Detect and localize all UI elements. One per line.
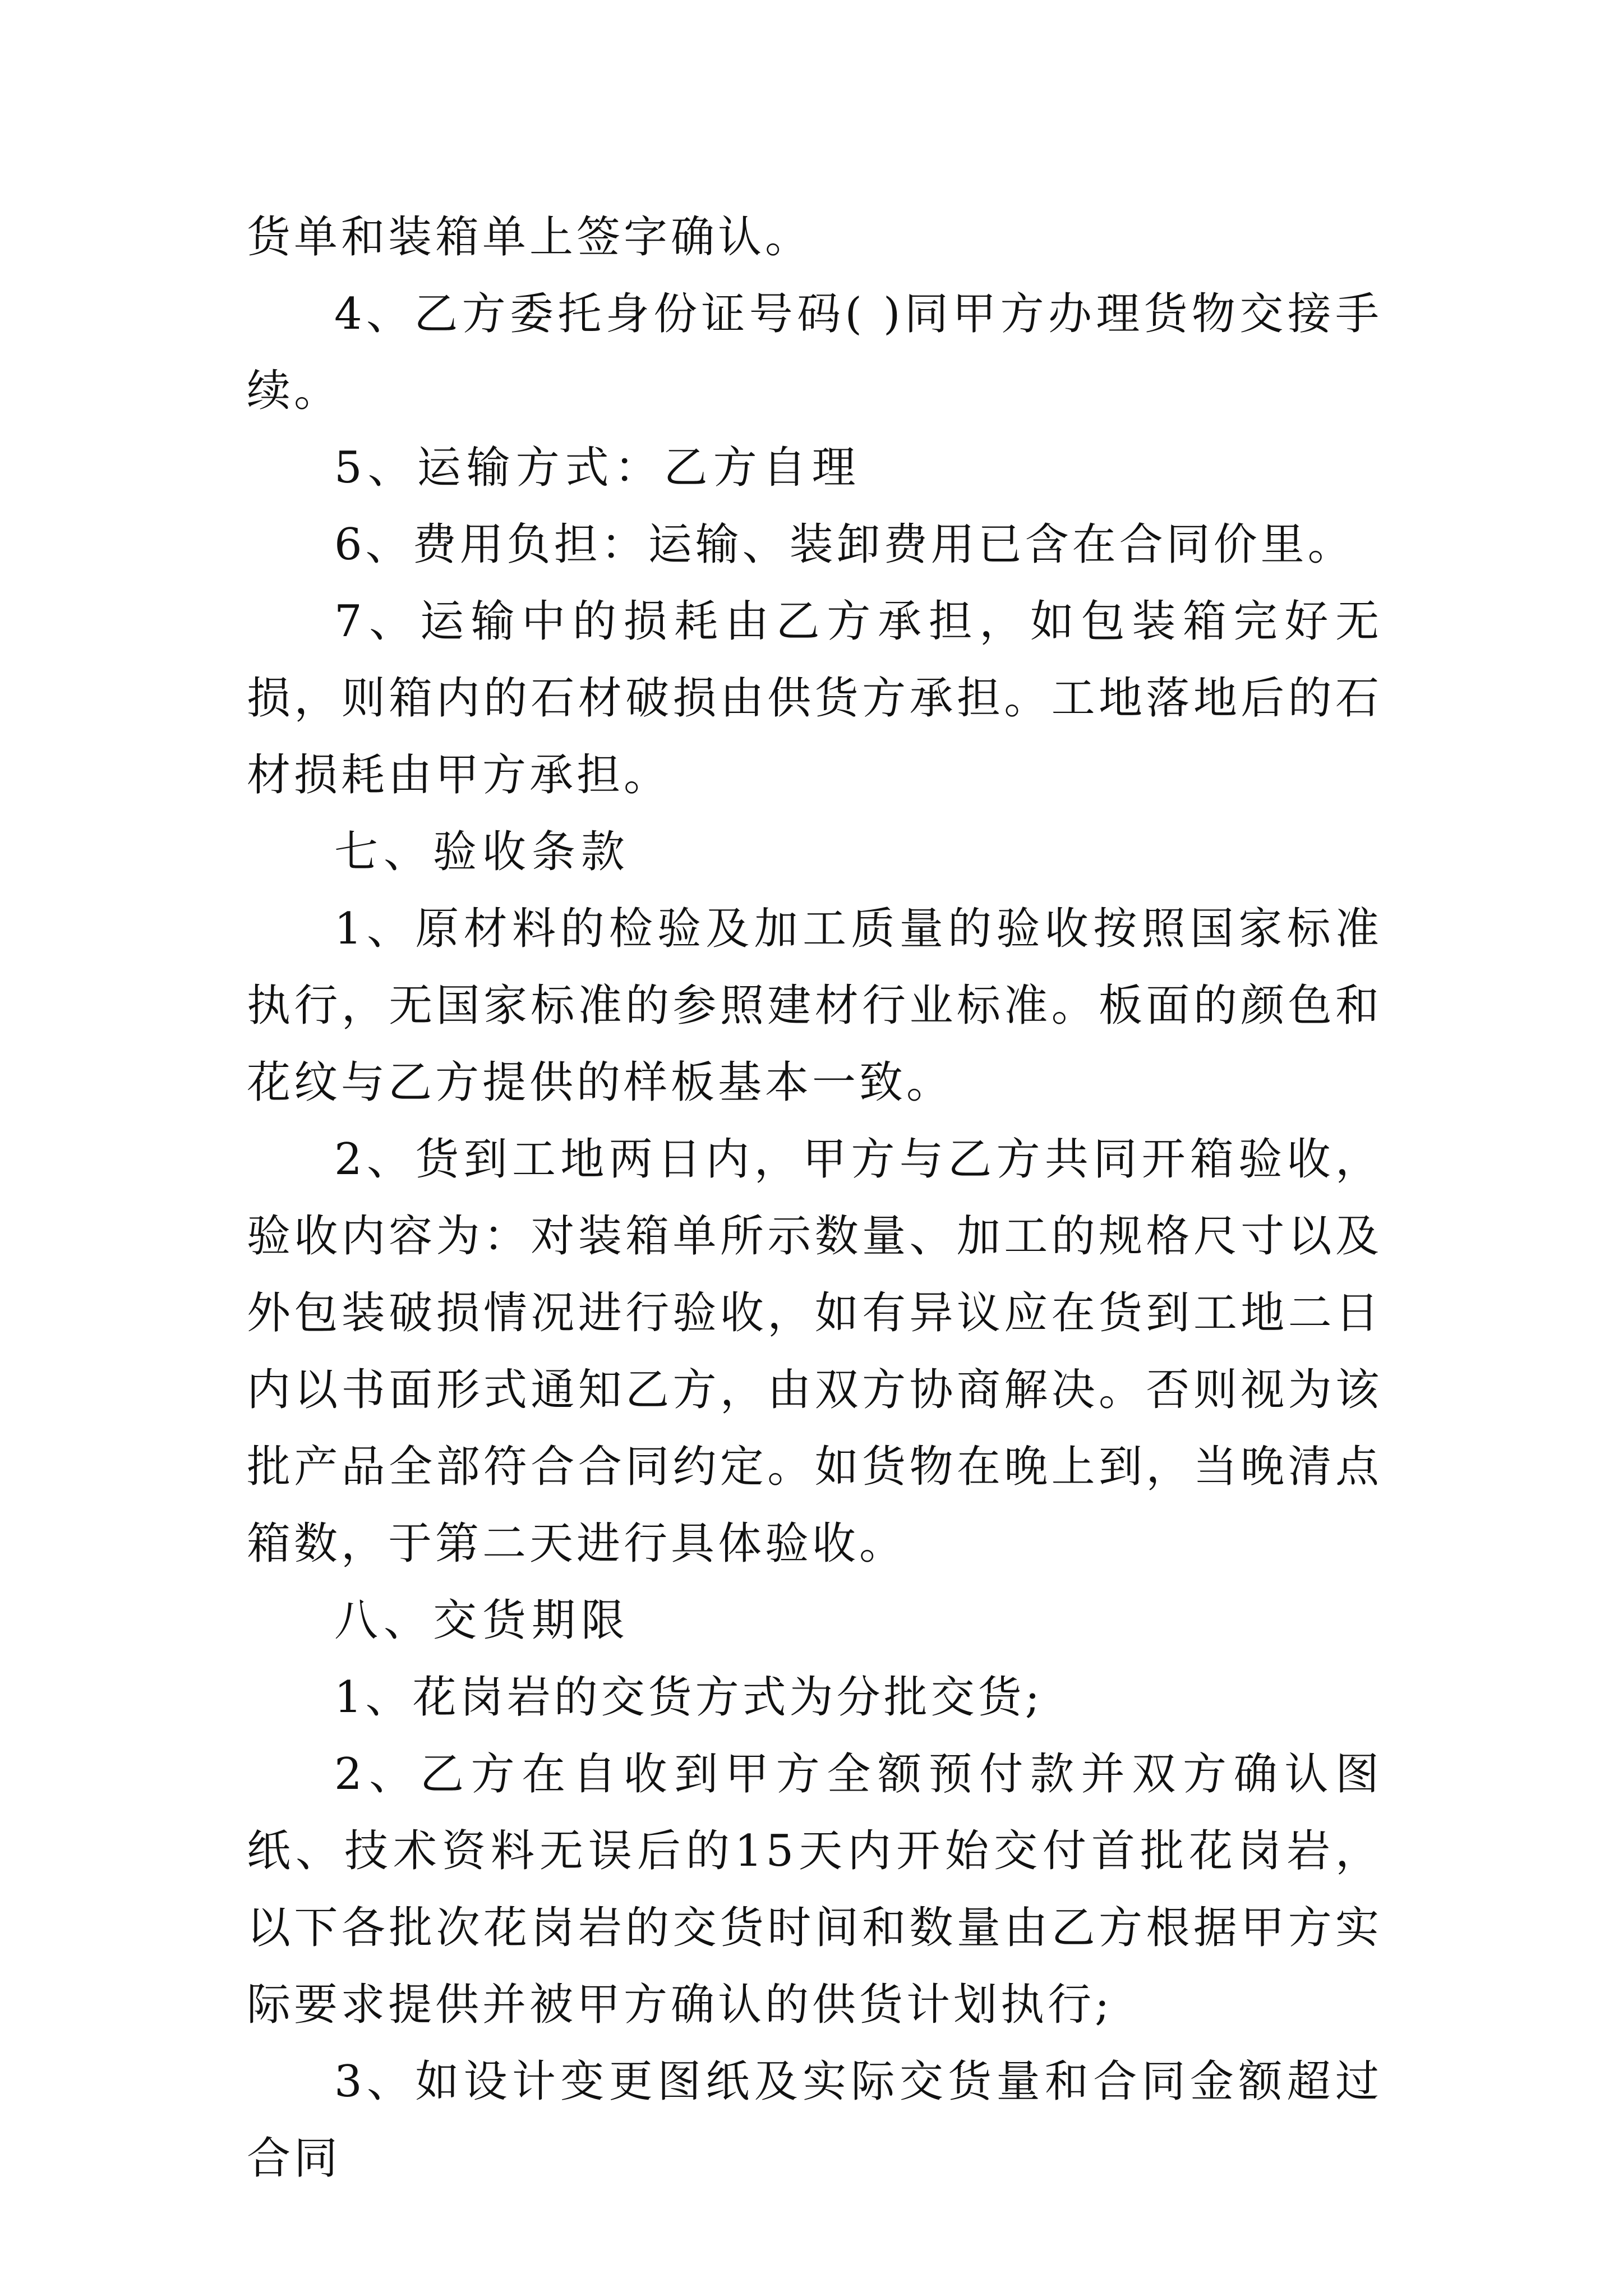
paragraph-delivery-2: 2、乙方在自收到甲方全额预付款并双方确认图纸、技术资料无误后的15天内开始交付首批花岗岩，以下各批次花岗岩的交货时间和数量由乙方根据甲方实际要求提供并被甲方确认的供货计划执行; (247, 1749, 1382, 2030)
paragraph-item-5-transport: 5、运输方式：乙方自理 (334, 443, 861, 493)
section-heading-delivery: 八、交货期限 (334, 1595, 631, 1646)
paragraph-acceptance-1: 1、原材料的检验及加工质量的验收按照国家标准执行，无国家标准的参照建材行业标准。板面的颜色和花纹与乙方提供的样板基本一致。 (247, 904, 1382, 1108)
paragraph-item-6-costs: 6、费用负担：运输、装卸费用已含在合同价里。 (334, 519, 1355, 570)
paragraph-item-7-loss: 7、运输中的损耗由乙方承担，如包装箱完好无损，则箱内的石材破损由供货方承担。工地落地后的石材损耗由甲方承担。 (247, 596, 1382, 800)
paragraph-continuation: 货单和装箱单上签字确认。 (247, 212, 813, 263)
paragraph-delivery-1: 1、花岗岩的交货方式为分批交货; (334, 1672, 1043, 1723)
section-heading-acceptance: 七、验收条款 (334, 827, 631, 877)
paragraph-acceptance-2: 2、货到工地两日内，甲方与乙方共同开箱验收，验收内容为：对装箱单所示数量、加工的规格尺寸以及外包装破损情况进行验收，如有异议应在货到工地二日内以书面形式通知乙方，由双方协商解决。否则视为该批产品全部符合合同约定。如货物在晚上到，当晚清点箱数，于第二天进行具体验收。 (247, 1134, 1382, 1569)
paragraph-delivery-3: 3、如设计变更图纸及实际交货量和合同金额超过合同 (247, 2056, 1382, 2184)
document-body (247, 199, 1382, 2197)
paragraph-item-4-handover: 4、乙方委托身份证号码( )同甲方办理货物交接手续。 (247, 289, 1382, 416)
